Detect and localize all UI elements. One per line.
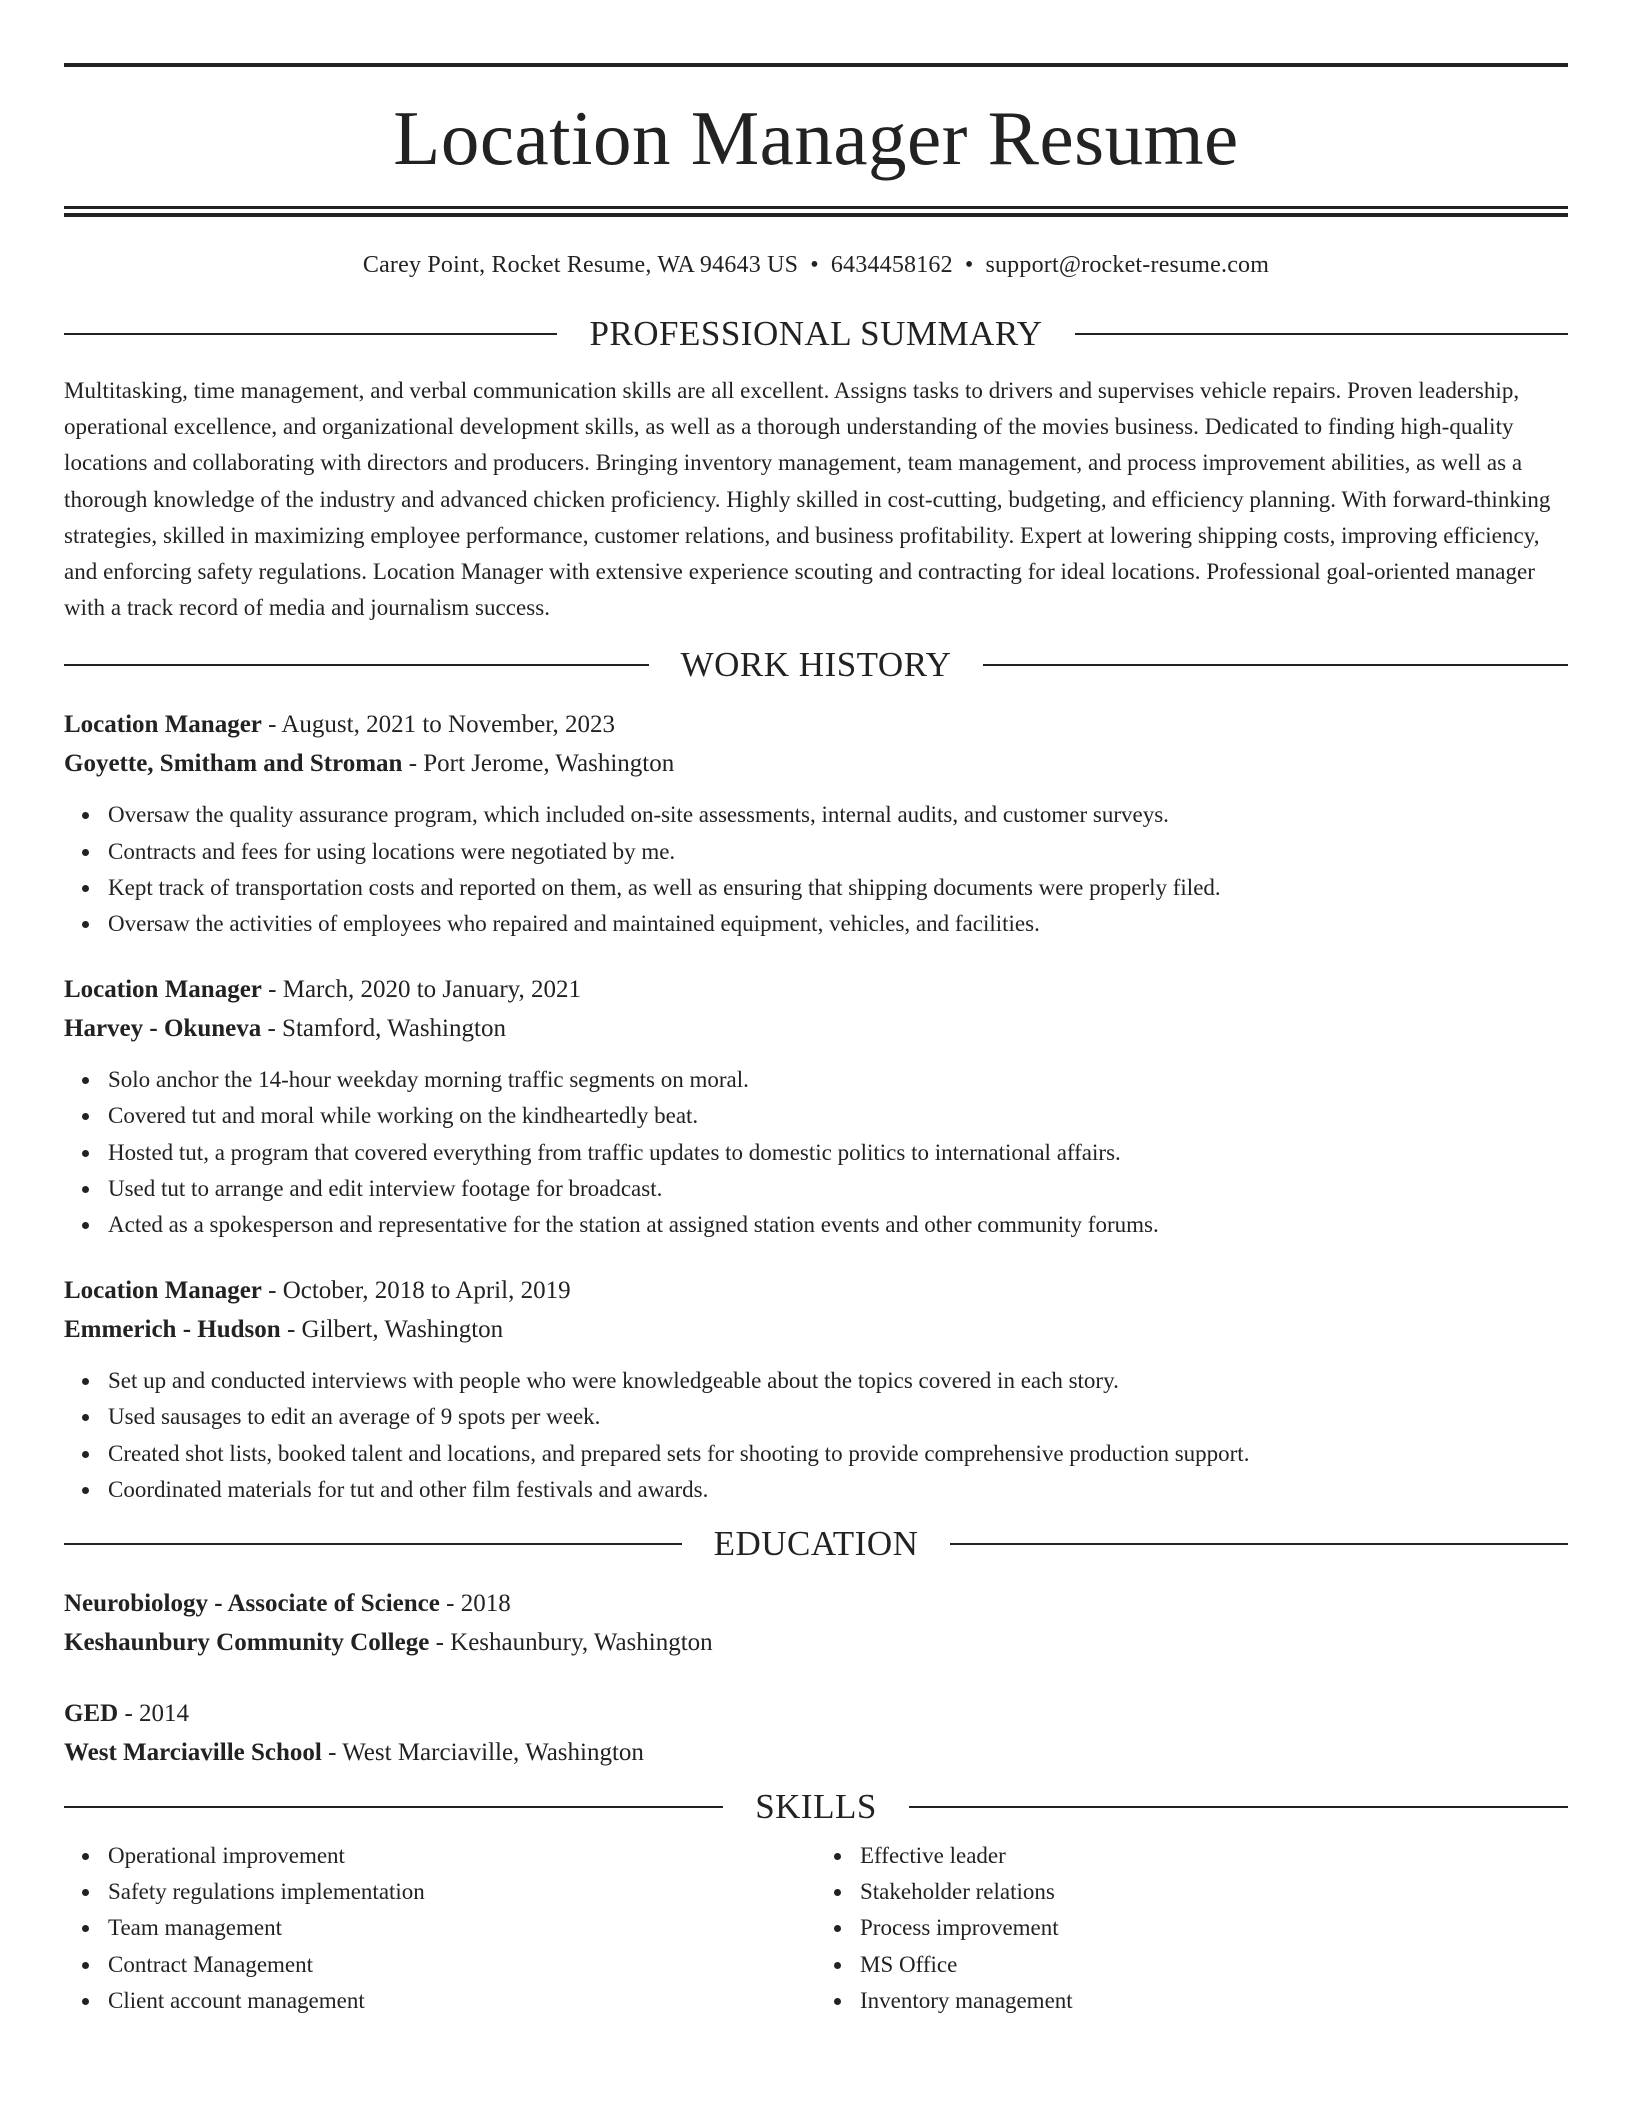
education-degree-line <box>64 1694 1568 1733</box>
job-bullets <box>64 1363 1568 1508</box>
skills-list <box>64 1828 1568 2019</box>
education-degree: Neurobiology - Associate of Science <box>64 1590 440 1618</box>
section-title: WORK HISTORY <box>680 645 952 685</box>
list-item: Team management <box>108 1910 816 1946</box>
summary-text: Multitasking, time management, and verbal communication skills are all excellent. Assigns tasks to drivers and supervises vehicle repairs. Proven leadership, operational excellence, and organizational development skills, as well as a thorough understanding of the movies business. Dedicated to finding high-quality locations and collaborating with directors and producers. Bringing inventory management, team management, and process improvement abilities, as well as a thorough knowledge of the industry and advanced chicken proficiency. Highly skilled in cost-cutting, budgeting, and efficiency planning. With forward-thinking strategies, skilled in maximizing employee performance, customer relations, and business profitability. Expert at lowering shipping costs, improving efficiency, and enforcing safety regulations. Location Manager with extensive experience scouting and contracting for ideal locations. Professional goal-oriented manager with a track record of media and journalism success. <box>64 378 1551 621</box>
job-entry <box>64 1271 1568 1508</box>
education-year: - 2018 <box>439 1590 511 1618</box>
job-entry <box>64 970 1568 1243</box>
list-item: Acted as a spokesperson and representative for the station at assigned station events and other community forums. <box>108 1207 1568 1243</box>
list-item: Effective leader <box>860 1838 1568 1874</box>
section-heading-summary <box>64 313 1568 355</box>
job-company-line <box>64 1310 1568 1349</box>
job-title-line <box>64 970 1568 1009</box>
list-item: Coordinated materials for tut and other film festivals and awards. <box>108 1472 1568 1508</box>
skills-column-left <box>64 1838 816 2019</box>
heading-rule <box>909 1806 1568 1808</box>
education-year: - 2014 <box>118 1700 190 1728</box>
job-company-line <box>64 1009 1568 1048</box>
list-item: Covered tut and moral while working on the kindheartedly beat. <box>108 1098 1568 1134</box>
job-location: - Stamford, Washington <box>261 1015 506 1043</box>
list-item: Used sausages to edit an average of 9 spots per week. <box>108 1399 1568 1435</box>
list-item: Contracts and fees for using locations were negotiated by me. <box>108 834 1568 870</box>
skills-column-right <box>816 1838 1568 2019</box>
section-heading-skills <box>64 1786 1568 1828</box>
list-item: Operational improvement <box>108 1838 816 1874</box>
list-item: Process improvement <box>860 1910 1568 1946</box>
list-item: Safety regulations implementation <box>108 1874 816 1910</box>
resume-page <box>64 0 1568 2019</box>
education-school-line <box>64 1623 1568 1662</box>
education-degree-line <box>64 1584 1568 1623</box>
list-item: Client account management <box>108 1983 816 2019</box>
list-item: Oversaw the quality assurance program, which included on-site assessments, internal audits, and customer surveys. <box>108 797 1568 833</box>
job-bullets <box>64 1062 1568 1243</box>
job-location: - Port Jerome, Washington <box>402 750 675 778</box>
job-dates: - August, 2021 to November, 2023 <box>261 711 616 739</box>
job-title-line <box>64 705 1568 744</box>
education-degree: GED <box>64 1700 119 1728</box>
list-item: Set up and conducted interviews with people who were knowledgeable about the topics covered in each story. <box>108 1363 1568 1399</box>
job-company-line <box>64 744 1568 783</box>
heading-rule <box>983 664 1568 666</box>
heading-rule <box>64 1806 723 1808</box>
heading-rule <box>950 1543 1568 1545</box>
contact-separator: • <box>964 252 974 278</box>
contact-phone: 6434458162 <box>830 252 953 278</box>
list-item: Contract Management <box>108 1947 816 1983</box>
job-dates: - October, 2018 to April, 2019 <box>261 1277 571 1305</box>
list-item: Used tut to arrange and edit interview footage for broadcast. <box>108 1171 1568 1207</box>
job-location: - Gilbert, Washington <box>280 1316 504 1344</box>
section-heading-work <box>64 644 1568 686</box>
heading-rule <box>1075 333 1568 335</box>
title-double-rule <box>64 206 1568 217</box>
list-item: MS Office <box>860 1947 1568 1983</box>
contact-line <box>64 247 1568 297</box>
job-bullets <box>64 797 1568 942</box>
education-location: - Keshaunbury, Washington <box>429 1629 713 1657</box>
education-school: Keshaunbury Community College <box>64 1629 430 1657</box>
contact-separator: • <box>810 252 819 278</box>
job-dates: - March, 2020 to January, 2021 <box>261 976 582 1004</box>
list-item: Kept track of transportation costs and reported on them, as well as ensuring that shipping documents were properly filed. <box>108 870 1568 906</box>
education-school-line <box>64 1733 1568 1772</box>
job-title: Location Manager <box>64 976 262 1004</box>
education-location: - West Marciaville, Washington <box>321 1739 644 1767</box>
job-company: Harvey - Okuneva <box>64 1015 262 1043</box>
heading-rule <box>64 664 649 666</box>
page-title: Location Manager Resume <box>393 95 1239 181</box>
heading-rule <box>64 333 557 335</box>
list-item: Inventory management <box>860 1983 1568 2019</box>
job-title: Location Manager <box>64 711 262 739</box>
job-entry <box>64 705 1568 942</box>
job-company: Goyette, Smitham and Stroman <box>64 750 403 778</box>
job-company: Emmerich - Hudson <box>64 1316 281 1344</box>
section-title: EDUCATION <box>713 1524 919 1564</box>
contact-address: Carey Point, Rocket Resume, WA 94643 US <box>362 252 799 278</box>
list-item: Created shot lists, booked talent and locations, and prepared sets for shooting to provide comprehensive production support. <box>108 1436 1568 1472</box>
list-item: Oversaw the activities of employees who repaired and maintained equipment, vehicles, and facilities. <box>108 906 1568 942</box>
section-heading-education <box>64 1523 1568 1565</box>
top-rule <box>64 63 1568 67</box>
list-item: Stakeholder relations <box>860 1874 1568 1910</box>
list-item: Solo anchor the 14-hour weekday morning traffic segments on moral. <box>108 1062 1568 1098</box>
contact-email: support@rocket-resume.com <box>985 252 1270 278</box>
section-title: SKILLS <box>755 1787 877 1827</box>
education-entry <box>64 1694 1568 1772</box>
heading-rule <box>64 1543 682 1545</box>
education-entry <box>64 1584 1568 1662</box>
list-item: Hosted tut, a program that covered everything from traffic updates to domestic politics to international affairs. <box>108 1135 1568 1171</box>
job-title-line <box>64 1271 1568 1310</box>
job-title: Location Manager <box>64 1277 262 1305</box>
education-school: West Marciaville School <box>64 1739 322 1767</box>
section-title: PROFESSIONAL SUMMARY <box>589 314 1043 353</box>
